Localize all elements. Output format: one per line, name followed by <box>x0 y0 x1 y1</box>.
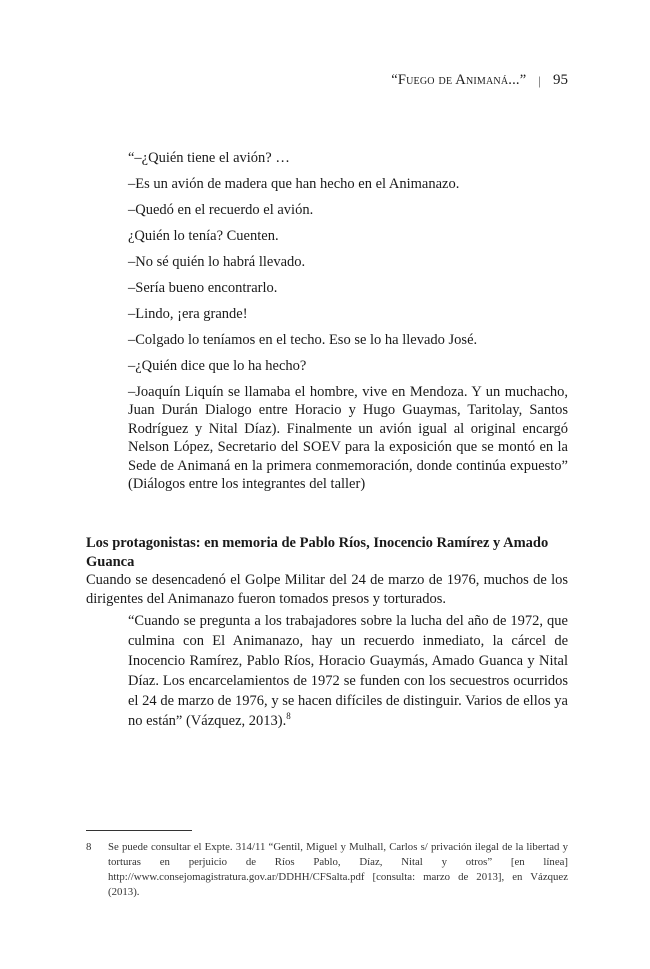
dialogue-line: ¿Quién lo tenía? Cuenten. <box>128 228 279 244</box>
dialogue-line: –Sería bueno encontrarlo. <box>128 280 278 296</box>
section-protagonists <box>86 534 568 608</box>
dialogue-line: –Colgado lo teníamos en el techo. Eso se lo ha llevado José. <box>128 332 478 348</box>
dialogue-line: –¿Quién dice que lo ha hecho? <box>128 358 307 374</box>
dialogue-quote <box>128 146 568 495</box>
footnote <box>86 840 568 900</box>
dialogue-line: –Quedó en el recuerdo el avión. <box>128 202 314 218</box>
dialogue-line: –Lindo, ¡era grande! <box>128 306 248 322</box>
running-title: “Fuego de Animaná...” <box>391 72 527 88</box>
footnote-divider <box>86 830 192 831</box>
running-header <box>391 72 568 89</box>
block-quote <box>128 611 568 731</box>
dialogue-line: –No sé quién lo habrá llevado. <box>128 254 306 270</box>
footnote-reference[interactable]: 8 <box>286 711 291 722</box>
dialogue-line: “–¿Quién tiene el avión? … <box>128 150 290 166</box>
section-heading: Los protagonistas: en memoria de Pablo Ríos, Inocencio Ramírez y Amado Guanca <box>86 535 549 570</box>
page-number: 95 <box>553 72 568 88</box>
section-paragraph: Cuando se desencadenó el Golpe Militar del 24 de marzo de 1976, muchos de los dirigentes del Animanazo fueron tomados presos y torturados. <box>86 572 568 607</box>
header-separator: | <box>538 72 541 88</box>
block-quote-text: “Cuando se pregunta a los trabajadores sobre la lucha del año de 1972, que culmina con El Animanazo, hay un recuerdo inmediato, la cárcel de Inocencio Ramírez, Pablo Ríos, Horacio Guaymás, Amado Guanca y Nital Díaz. Los encarcelamientos de 1972 se funden con los secuestros ocurridos el 24 de marzo de 1976, y se hacen difíciles de distinguir. Varios de ellos ya no están” (Vázquez, 2013). <box>128 613 568 729</box>
footnote-number: 8 <box>86 841 92 853</box>
dialogue-line: –Es un avión de madera que han hecho en el Animanazo. <box>128 176 460 192</box>
dialogue-line-long: –Joaquín Liquín se llamaba el hombre, vive en Mendoza. Y un muchacho, Juan Durán Dialogo entre Horacio y Hugo Guaymas, Taritolay, Santos Rodríguez y Nital Díaz). Finalmente un avión igual al original encargó Nelson López, Secretario del SOEV para la exposición que se montó en la Sede de Animaná en la primera conmemoración, donde continúa expuesto” (Diálogos entre los integrantes del taller) <box>128 383 568 492</box>
footnote-text: Se puede consultar el Expte. 314/11 “Gentil, Miguel y Mulhall, Carlos s/ privación ilegal de la libertad y torturas en perjuicio de Ríos Pablo, Díaz, Nital y otros” [en línea] http://www.consejomagistratura.gov.ar/DDHH/CFSalta.pdf [consulta: marzo de 2013], en Vázquez (2013). <box>108 841 568 898</box>
